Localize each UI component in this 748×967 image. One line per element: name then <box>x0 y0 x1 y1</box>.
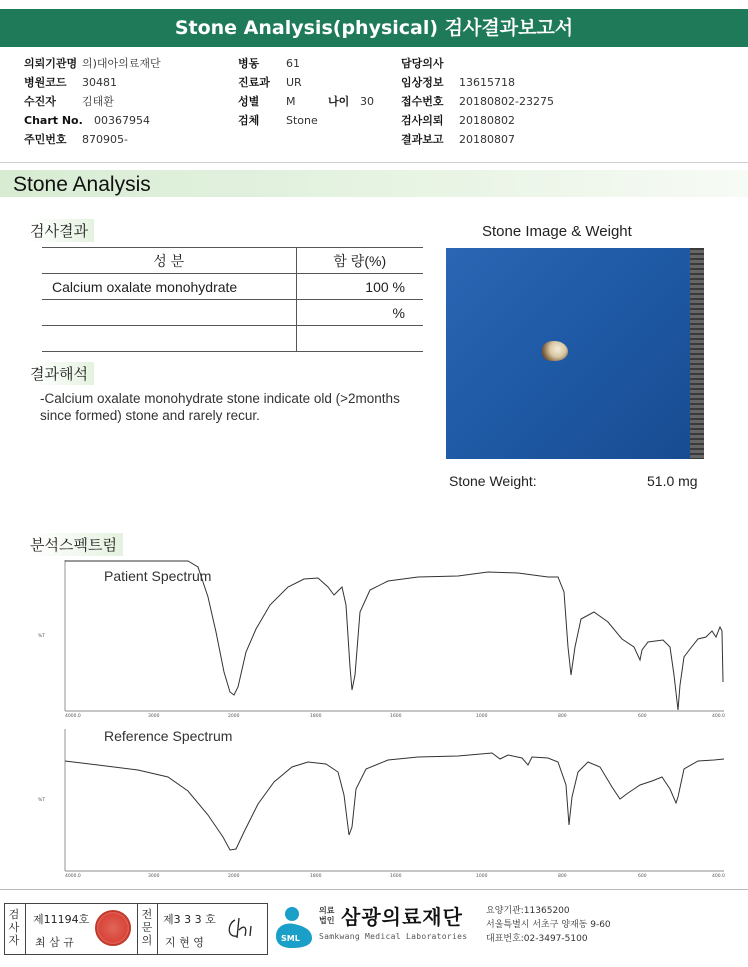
signature-box <box>4 903 268 955</box>
component-cell <box>42 326 296 352</box>
col-content-header: 함 량(%) <box>296 248 423 274</box>
table-row <box>42 274 423 300</box>
x-tick-label: 4000.0 <box>65 714 81 719</box>
reference-spectrum-label: Reference Spectrum <box>104 728 233 744</box>
stone-weight-label: Stone Weight: <box>449 473 537 489</box>
y-axis-label: %T <box>38 798 46 803</box>
label-request-date: 검사의뢰 <box>401 114 444 127</box>
label-hospital-code: 병원코드 <box>24 76 67 89</box>
x-tick-label: 600 <box>638 714 647 719</box>
label-specimen: 검체 <box>238 114 260 127</box>
x-tick-label: 1000 <box>476 874 488 879</box>
patient-spectrum-label: Patient Spectrum <box>104 568 212 584</box>
stone-photo <box>446 248 704 459</box>
x-tick-label: 1600 <box>390 714 402 719</box>
label-patient: 수진자 <box>24 95 56 108</box>
footer-divider <box>0 889 748 890</box>
label-report-date: 결과보고 <box>401 133 444 146</box>
header-divider <box>0 162 748 163</box>
x-tick-label: 400.0 <box>712 874 725 879</box>
x-tick-label: 3000 <box>148 714 160 719</box>
org-type: 의료법인 <box>319 906 335 925</box>
patient-axis-ticks <box>38 633 725 719</box>
org-contact <box>486 904 611 946</box>
handwritten-signature <box>223 914 263 944</box>
section-title: Stone Analysis <box>13 173 151 196</box>
label-sex: 성별 <box>238 95 260 108</box>
x-tick-label: 1000 <box>476 714 488 719</box>
value-department: UR <box>286 76 302 89</box>
org-name: 삼광의료재단 <box>341 905 463 929</box>
value-sex: M <box>286 95 296 108</box>
value-clinical-info: 13615718 <box>459 76 515 89</box>
value-chart-no: 00367954 <box>94 114 150 127</box>
value-age: 30 <box>360 95 374 108</box>
x-tick-label: 800 <box>558 714 567 719</box>
result-heading: 검사결과 <box>30 219 94 242</box>
x-tick-label: 600 <box>638 874 647 879</box>
value-hospital-code: 30481 <box>82 76 117 89</box>
org-code: 요양기관:11365200 <box>486 906 570 916</box>
result-table <box>42 247 423 352</box>
reference-spectrum-panel <box>38 728 725 879</box>
label-department: 진료과 <box>238 76 270 89</box>
label-clinical-info: 임상정보 <box>401 76 444 89</box>
value-receipt-no: 20180802-23275 <box>459 95 554 108</box>
logo-text: SML <box>281 934 300 943</box>
inspector-name: 최 삼 규 <box>35 936 74 949</box>
x-tick-label: 4000.0 <box>65 874 81 879</box>
stone-weight-value: 51.0 mg <box>647 473 698 489</box>
label-age: 나이 <box>328 95 350 108</box>
x-tick-label: 1800 <box>310 874 322 879</box>
header-col-3 <box>401 54 554 149</box>
specialist-name: 지 현 영 <box>165 936 204 949</box>
x-tick-label: 3000 <box>148 874 160 879</box>
stone-specimen <box>542 341 568 361</box>
inspector-label: 검사자 <box>8 908 20 947</box>
label-ward: 병동 <box>238 57 260 70</box>
table-row <box>42 300 423 326</box>
table-row <box>42 326 423 352</box>
x-tick-label: 1600 <box>390 874 402 879</box>
label-requesting-org: 의뢰기관명 <box>24 57 78 70</box>
header-col-2 <box>238 54 374 130</box>
label-resident-no: 주민번호 <box>24 133 67 146</box>
value-report-date: 20180807 <box>459 133 515 146</box>
content-cell <box>296 326 423 352</box>
inspector-license: 제11194호 <box>33 913 90 926</box>
label-chart-no: Chart No. <box>24 114 83 127</box>
x-tick-label: 2000 <box>228 874 240 879</box>
value-requesting-org: 의)대아의료재단 <box>82 57 161 70</box>
content-cell: 100 % <box>296 274 423 300</box>
component-cell: Calcium oxalate monohydrate <box>42 274 296 300</box>
reference-axis-ticks <box>38 797 725 879</box>
component-cell <box>42 300 296 326</box>
interpretation-text: -Calcium oxalate monohydrate stone indicate old (>2months since formed) stone and rarely recur. <box>40 391 400 423</box>
value-request-date: 20180802 <box>459 114 515 127</box>
sml-logo-icon <box>272 906 316 950</box>
official-seal <box>95 910 131 946</box>
header-col-1 <box>24 54 161 149</box>
reference-spectrum-line <box>65 753 724 850</box>
value-specimen: Stone <box>286 114 318 127</box>
value-resident-no: 870905- <box>82 133 128 146</box>
stone-image-title: Stone Image & Weight <box>482 223 632 240</box>
specialist-label: 전문의 <box>141 908 153 947</box>
spectrum-plots <box>38 557 728 885</box>
specialist-license: 제3 3 3 호 <box>163 913 216 926</box>
content-cell: % <box>296 300 423 326</box>
org-address: 서울특별시 서초구 양재동 9-60 <box>486 920 611 930</box>
y-axis-label: %T <box>38 634 46 639</box>
x-tick-label: 1800 <box>310 714 322 719</box>
org-phone: 대표번호:02-3497-5100 <box>486 934 588 944</box>
label-receipt-no: 접수번호 <box>401 95 444 108</box>
label-doctor: 담당의사 <box>401 57 444 70</box>
org-english-name: Samkwang Medical Laboratories <box>319 932 468 941</box>
ruler-scale <box>690 248 704 459</box>
value-ward: 61 <box>286 57 300 70</box>
value-patient: 김태환 <box>82 95 114 108</box>
col-component-header: 성 분 <box>42 248 296 274</box>
x-tick-label: 800 <box>558 874 567 879</box>
patient-spectrum-panel <box>38 560 725 719</box>
interpretation-heading: 결과해석 <box>30 362 94 385</box>
spectrum-heading: 분석스펙트럼 <box>30 533 123 556</box>
x-tick-label: 400.0 <box>712 714 725 719</box>
table-header-row <box>42 248 423 274</box>
x-tick-label: 2000 <box>228 714 240 719</box>
report-title: Stone Analysis(physical) 검사결과보고서 <box>0 9 748 47</box>
